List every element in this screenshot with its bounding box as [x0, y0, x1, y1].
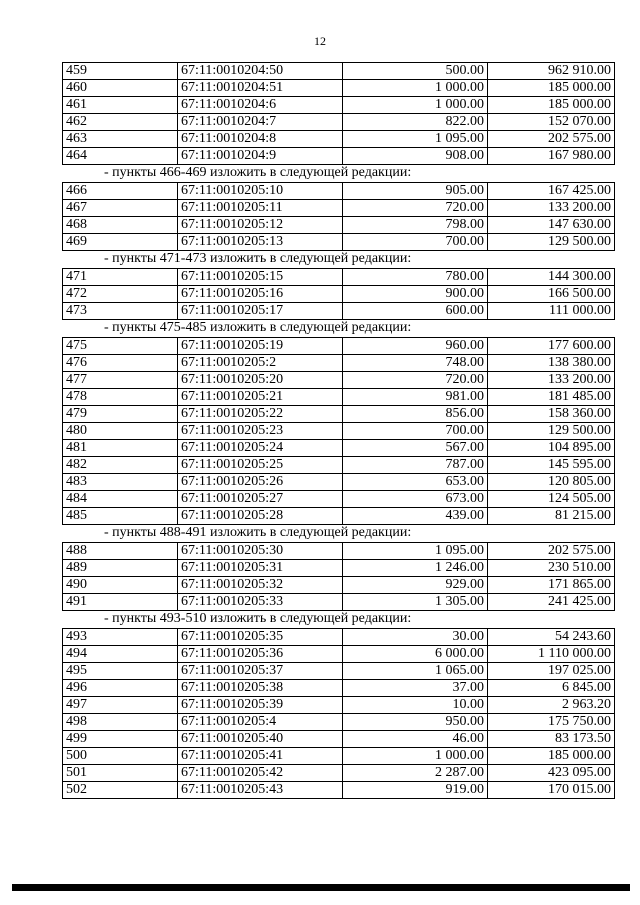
cadastral-number-cell: 67:11:0010204:7 [178, 114, 343, 131]
table-row [63, 440, 615, 457]
area-cell: 500.00 [343, 63, 488, 80]
cadastral-number-cell: 67:11:0010205:16 [178, 286, 343, 303]
area-cell: 6 000.00 [343, 646, 488, 663]
cost-cell: 158 360.00 [488, 406, 615, 423]
cost-cell: 124 505.00 [488, 491, 615, 508]
area-cell: 673.00 [343, 491, 488, 508]
cadastral-number-cell: 67:11:0010205:26 [178, 474, 343, 491]
cost-cell: 202 575.00 [488, 543, 615, 560]
item-number-cell: 496 [63, 680, 178, 697]
item-number-cell: 473 [63, 303, 178, 320]
cost-cell: 230 510.00 [488, 560, 615, 577]
area-cell: 780.00 [343, 269, 488, 286]
table-row [63, 543, 615, 560]
item-number-cell: 501 [63, 765, 178, 782]
table-row [63, 782, 615, 799]
item-number-cell: 461 [63, 97, 178, 114]
table-row [63, 474, 615, 491]
cadastral-number-cell: 67:11:0010205:23 [178, 423, 343, 440]
cost-cell: 175 750.00 [488, 714, 615, 731]
cost-cell: 133 200.00 [488, 200, 615, 217]
table-row [63, 697, 615, 714]
item-number-cell: 489 [63, 560, 178, 577]
cost-cell: 54 243.60 [488, 629, 615, 646]
table-row [63, 646, 615, 663]
cadastral-number-cell: 67:11:0010205:20 [178, 372, 343, 389]
table-row [63, 406, 615, 423]
item-number-cell: 463 [63, 131, 178, 148]
table-row [63, 372, 615, 389]
table-row [63, 680, 615, 697]
table-row [63, 200, 615, 217]
cadastral-number-cell: 67:11:0010204:6 [178, 97, 343, 114]
cadastral-number-cell: 67:11:0010205:43 [178, 782, 343, 799]
item-number-cell: 475 [63, 338, 178, 355]
cost-cell: 104 895.00 [488, 440, 615, 457]
area-cell: 856.00 [343, 406, 488, 423]
cost-cell: 185 000.00 [488, 748, 615, 765]
item-number-cell: 460 [63, 80, 178, 97]
item-number-cell: 484 [63, 491, 178, 508]
table-row [63, 303, 615, 320]
area-cell: 1 095.00 [343, 543, 488, 560]
cadastral-number-cell: 67:11:0010205:15 [178, 269, 343, 286]
cost-cell: 177 600.00 [488, 338, 615, 355]
amendment-note: - пункты 488-491 изложить в следующей редакции: [104, 525, 412, 540]
area-cell: 1 000.00 [343, 748, 488, 765]
area-cell: 950.00 [343, 714, 488, 731]
cadastral-number-cell: 67:11:0010205:36 [178, 646, 343, 663]
area-cell: 653.00 [343, 474, 488, 491]
cost-cell: 170 015.00 [488, 782, 615, 799]
area-cell: 1 246.00 [343, 560, 488, 577]
cost-cell: 120 805.00 [488, 474, 615, 491]
table-row [63, 731, 615, 748]
area-cell: 929.00 [343, 577, 488, 594]
cadastral-number-cell: 67:11:0010205:11 [178, 200, 343, 217]
cost-cell: 83 173.50 [488, 731, 615, 748]
cost-cell: 111 000.00 [488, 303, 615, 320]
area-cell: 822.00 [343, 114, 488, 131]
table-row [63, 355, 615, 372]
area-cell: 1 305.00 [343, 594, 488, 611]
land-plot-table [62, 62, 615, 165]
table-row [63, 577, 615, 594]
area-cell: 46.00 [343, 731, 488, 748]
area-cell: 1 000.00 [343, 80, 488, 97]
cost-cell: 202 575.00 [488, 131, 615, 148]
cost-cell: 167 425.00 [488, 183, 615, 200]
area-cell: 787.00 [343, 457, 488, 474]
area-cell: 37.00 [343, 680, 488, 697]
table-row [63, 594, 615, 611]
amendment-note: - пункты 466-469 изложить в следующей редакции: [104, 165, 412, 180]
cadastral-number-cell: 67:11:0010205:28 [178, 508, 343, 525]
cost-cell: 145 595.00 [488, 457, 615, 474]
item-number-cell: 462 [63, 114, 178, 131]
cadastral-number-cell: 67:11:0010204:8 [178, 131, 343, 148]
item-number-cell: 499 [63, 731, 178, 748]
area-cell: 439.00 [343, 508, 488, 525]
table-row [63, 183, 615, 200]
area-cell: 567.00 [343, 440, 488, 457]
table-row [63, 491, 615, 508]
cadastral-number-cell: 67:11:0010205:30 [178, 543, 343, 560]
cost-cell: 171 865.00 [488, 577, 615, 594]
document-body [62, 62, 614, 799]
cost-cell: 185 000.00 [488, 80, 615, 97]
cadastral-number-cell: 67:11:0010205:13 [178, 234, 343, 251]
area-cell: 1 095.00 [343, 131, 488, 148]
cost-cell: 166 500.00 [488, 286, 615, 303]
cadastral-number-cell: 67:11:0010205:27 [178, 491, 343, 508]
area-cell: 981.00 [343, 389, 488, 406]
cadastral-number-cell: 67:11:0010205:19 [178, 338, 343, 355]
area-cell: 798.00 [343, 217, 488, 234]
table-row [63, 63, 615, 80]
cadastral-number-cell: 67:11:0010204:9 [178, 148, 343, 165]
item-number-cell: 467 [63, 200, 178, 217]
cadastral-number-cell: 67:11:0010205:31 [178, 560, 343, 577]
item-number-cell: 459 [63, 63, 178, 80]
cadastral-number-cell: 67:11:0010205:32 [178, 577, 343, 594]
page-number: 12 [314, 34, 326, 48]
cadastral-number-cell: 67:11:0010205:22 [178, 406, 343, 423]
land-plot-table [62, 628, 615, 799]
area-cell: 720.00 [343, 200, 488, 217]
amendment-note: - пункты 475-485 изложить в следующей редакции: [104, 320, 412, 335]
table-row [63, 338, 615, 355]
cost-cell: 129 500.00 [488, 423, 615, 440]
cost-cell: 6 845.00 [488, 680, 615, 697]
cost-cell: 133 200.00 [488, 372, 615, 389]
area-cell: 600.00 [343, 303, 488, 320]
item-number-cell: 502 [63, 782, 178, 799]
table-row [63, 97, 615, 114]
area-cell: 700.00 [343, 423, 488, 440]
area-cell: 960.00 [343, 338, 488, 355]
cost-cell: 144 300.00 [488, 269, 615, 286]
table-row [63, 714, 615, 731]
item-number-cell: 483 [63, 474, 178, 491]
item-number-cell: 481 [63, 440, 178, 457]
item-number-cell: 493 [63, 629, 178, 646]
cost-cell: 81 215.00 [488, 508, 615, 525]
table-row [63, 114, 615, 131]
item-number-cell: 482 [63, 457, 178, 474]
amendment-note: - пункты 471-473 изложить в следующей редакции: [104, 251, 412, 266]
cadastral-number-cell: 67:11:0010205:42 [178, 765, 343, 782]
area-cell: 905.00 [343, 183, 488, 200]
table-row [63, 286, 615, 303]
item-number-cell: 491 [63, 594, 178, 611]
cost-cell: 2 963.20 [488, 697, 615, 714]
cost-cell: 129 500.00 [488, 234, 615, 251]
table-row [63, 80, 615, 97]
table-row [63, 269, 615, 286]
area-cell: 908.00 [343, 148, 488, 165]
item-number-cell: 495 [63, 663, 178, 680]
item-number-cell: 490 [63, 577, 178, 594]
cadastral-number-cell: 67:11:0010205:33 [178, 594, 343, 611]
area-cell: 30.00 [343, 629, 488, 646]
table-row [63, 131, 615, 148]
cadastral-number-cell: 67:11:0010205:4 [178, 714, 343, 731]
area-cell: 900.00 [343, 286, 488, 303]
cost-cell: 962 910.00 [488, 63, 615, 80]
cost-cell: 241 425.00 [488, 594, 615, 611]
cadastral-number-cell: 67:11:0010205:10 [178, 183, 343, 200]
item-number-cell: 494 [63, 646, 178, 663]
item-number-cell: 500 [63, 748, 178, 765]
cost-cell: 167 980.00 [488, 148, 615, 165]
cadastral-number-cell: 67:11:0010205:38 [178, 680, 343, 697]
cadastral-number-cell: 67:11:0010205:37 [178, 663, 343, 680]
cost-cell: 181 485.00 [488, 389, 615, 406]
table-row [63, 148, 615, 165]
area-cell: 720.00 [343, 372, 488, 389]
item-number-cell: 485 [63, 508, 178, 525]
area-cell: 748.00 [343, 355, 488, 372]
area-cell: 919.00 [343, 782, 488, 799]
item-number-cell: 488 [63, 543, 178, 560]
amendment-note: - пункты 493-510 изложить в следующей редакции: [104, 611, 412, 626]
cost-cell: 185 000.00 [488, 97, 615, 114]
cost-cell: 152 070.00 [488, 114, 615, 131]
cost-cell: 197 025.00 [488, 663, 615, 680]
cost-cell: 1 110 000.00 [488, 646, 615, 663]
table-row [63, 663, 615, 680]
cost-cell: 147 630.00 [488, 217, 615, 234]
cadastral-number-cell: 67:11:0010205:35 [178, 629, 343, 646]
cadastral-number-cell: 67:11:0010205:21 [178, 389, 343, 406]
table-row [63, 765, 615, 782]
cadastral-number-cell: 67:11:0010205:17 [178, 303, 343, 320]
area-cell: 10.00 [343, 697, 488, 714]
cadastral-number-cell: 67:11:0010205:39 [178, 697, 343, 714]
cadastral-number-cell: 67:11:0010205:41 [178, 748, 343, 765]
land-plot-table [62, 542, 615, 611]
cadastral-number-cell: 67:11:0010205:25 [178, 457, 343, 474]
cadastral-number-cell: 67:11:0010205:2 [178, 355, 343, 372]
table-row [63, 234, 615, 251]
cost-cell: 423 095.00 [488, 765, 615, 782]
item-number-cell: 469 [63, 234, 178, 251]
area-cell: 1 000.00 [343, 97, 488, 114]
area-cell: 2 287.00 [343, 765, 488, 782]
item-number-cell: 471 [63, 269, 178, 286]
table-row [63, 217, 615, 234]
table-row [63, 560, 615, 577]
item-number-cell: 464 [63, 148, 178, 165]
bottom-rule [12, 884, 630, 891]
item-number-cell: 477 [63, 372, 178, 389]
item-number-cell: 479 [63, 406, 178, 423]
table-row [63, 629, 615, 646]
cadastral-number-cell: 67:11:0010205:24 [178, 440, 343, 457]
item-number-cell: 498 [63, 714, 178, 731]
cadastral-number-cell: 67:11:0010205:12 [178, 217, 343, 234]
land-plot-table [62, 182, 615, 251]
item-number-cell: 478 [63, 389, 178, 406]
cadastral-number-cell: 67:11:0010204:51 [178, 80, 343, 97]
cadastral-number-cell: 67:11:0010204:50 [178, 63, 343, 80]
item-number-cell: 476 [63, 355, 178, 372]
area-cell: 700.00 [343, 234, 488, 251]
item-number-cell: 497 [63, 697, 178, 714]
area-cell: 1 065.00 [343, 663, 488, 680]
cost-cell: 138 380.00 [488, 355, 615, 372]
item-number-cell: 480 [63, 423, 178, 440]
land-plot-table [62, 268, 615, 320]
table-row [63, 389, 615, 406]
table-row [63, 423, 615, 440]
table-row [63, 457, 615, 474]
cadastral-number-cell: 67:11:0010205:40 [178, 731, 343, 748]
item-number-cell: 468 [63, 217, 178, 234]
land-plot-table [62, 337, 615, 525]
item-number-cell: 472 [63, 286, 178, 303]
table-row [63, 508, 615, 525]
table-row [63, 748, 615, 765]
item-number-cell: 466 [63, 183, 178, 200]
